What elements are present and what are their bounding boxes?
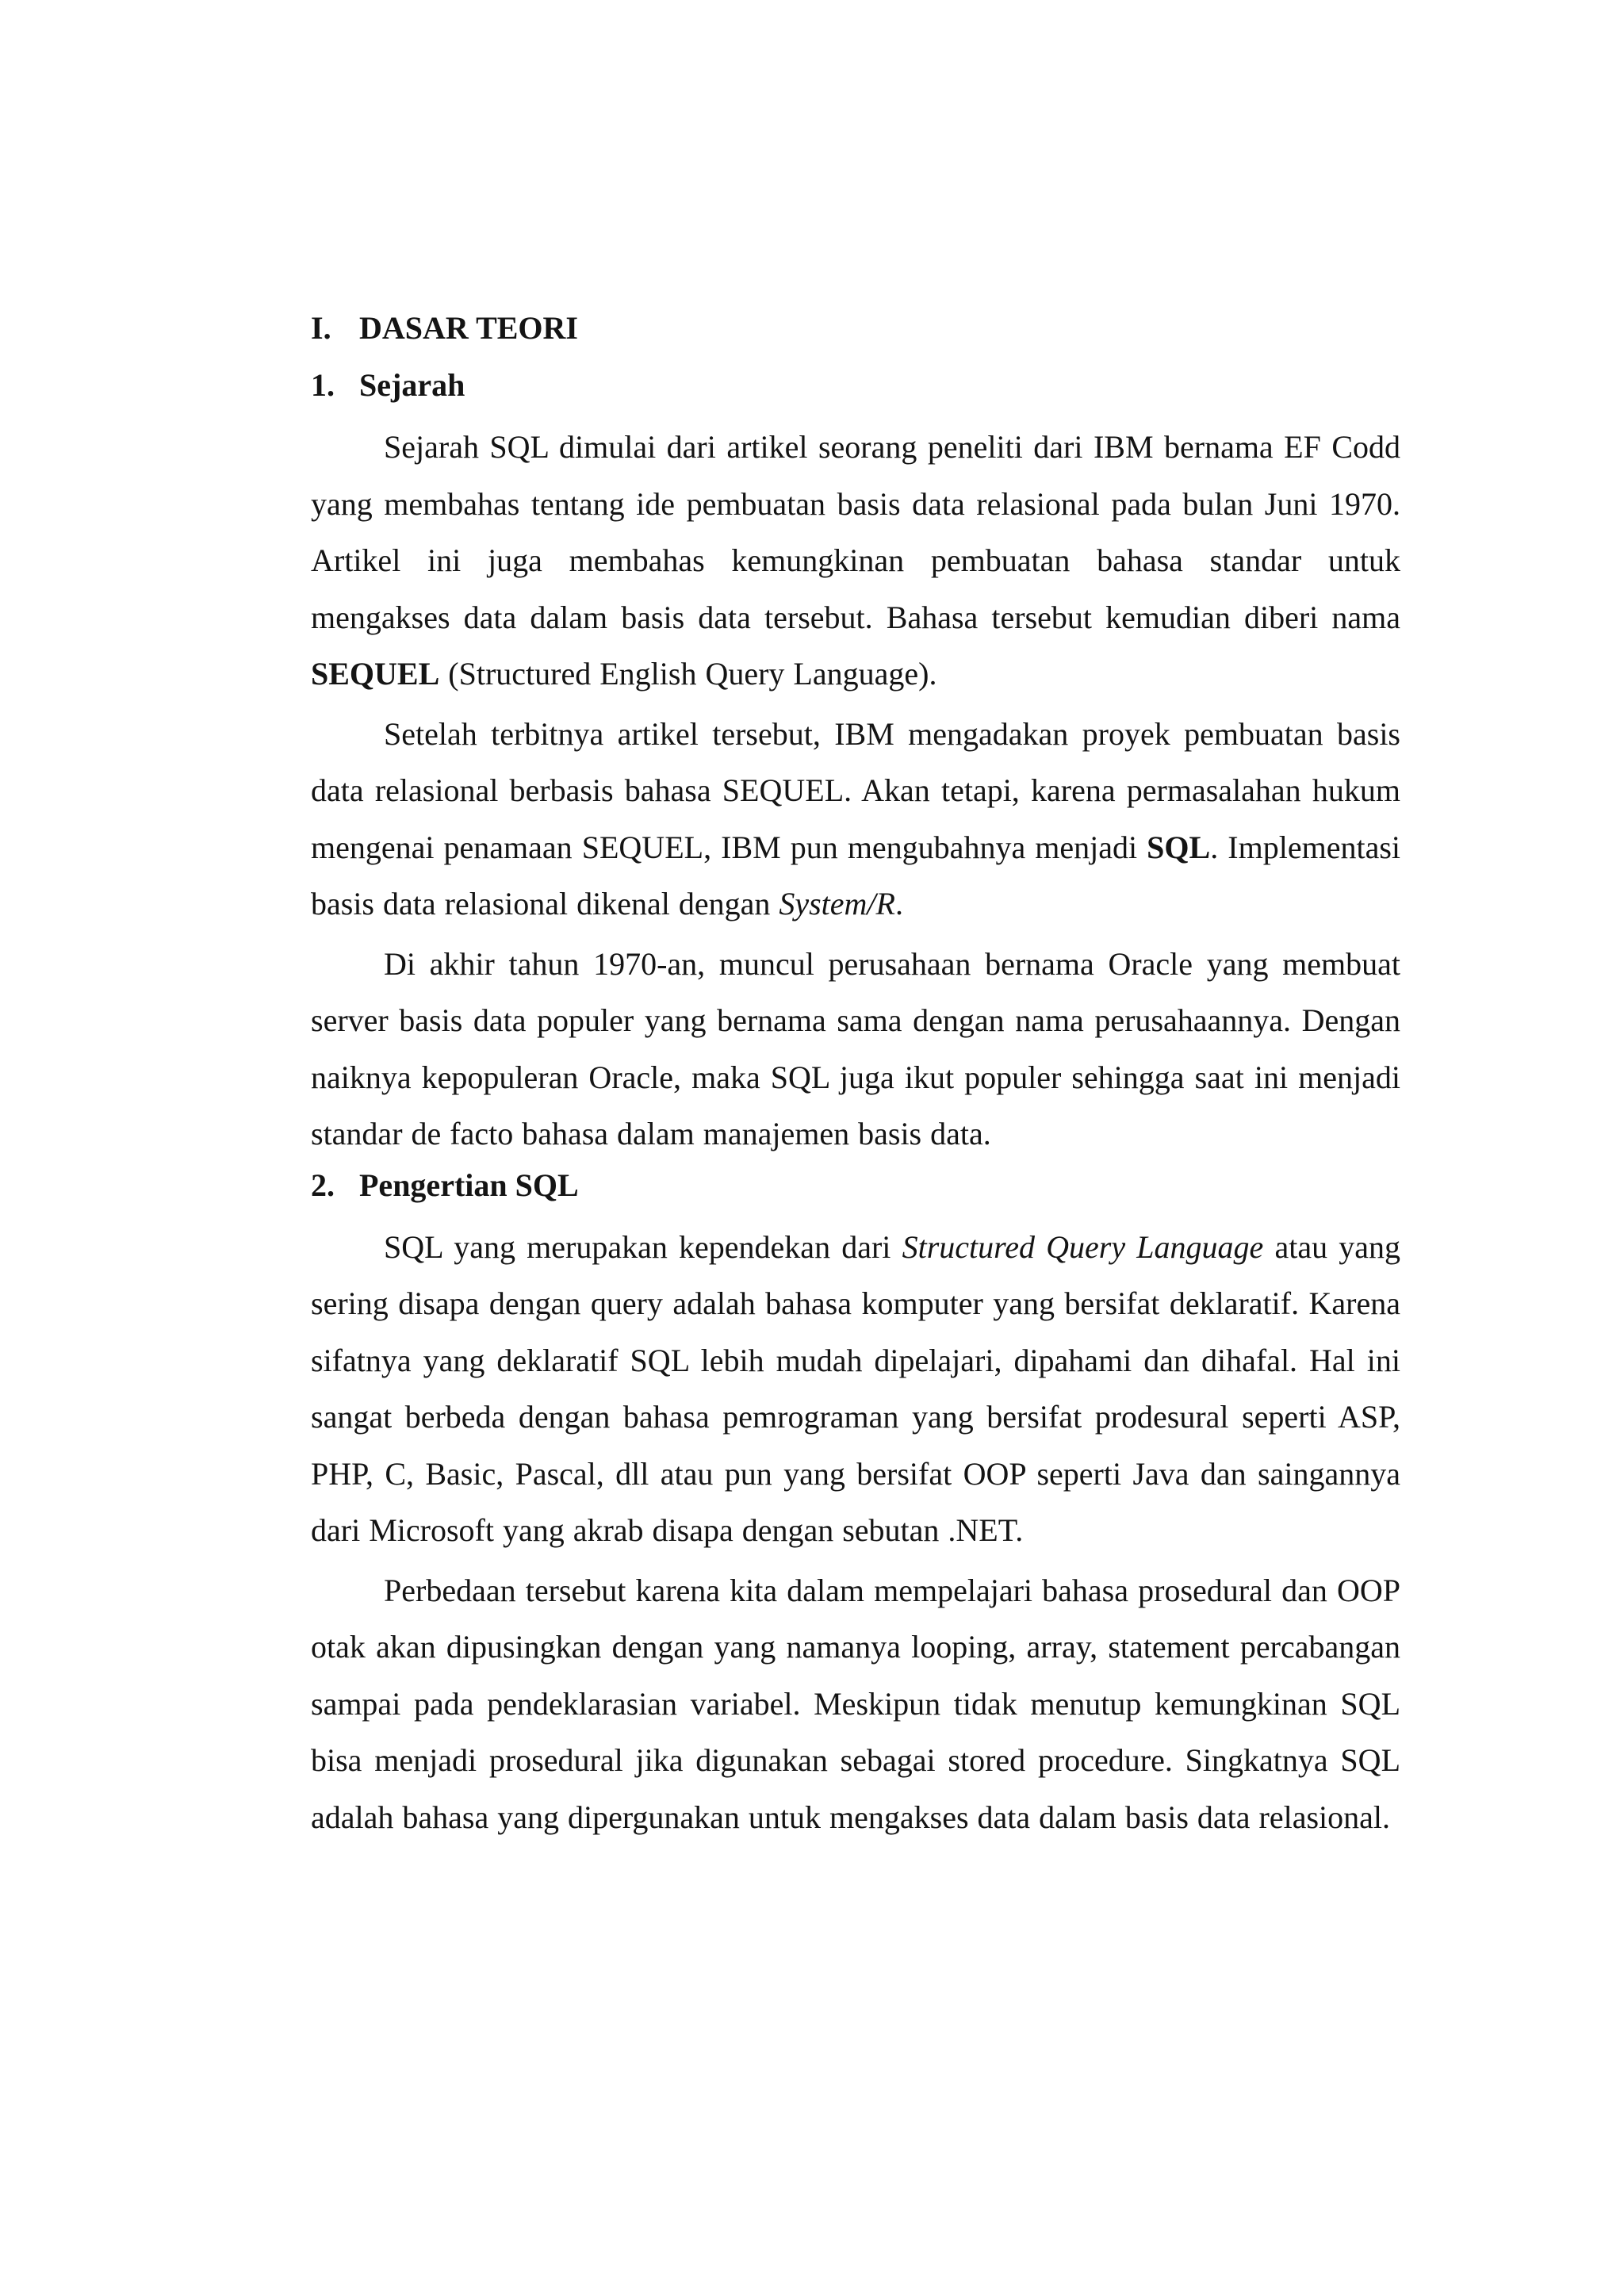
text-run: Di akhir tahun 1970-an, muncul perusahaan bernama Oracle yang membuat server basis data populer yang bernama sama dengan nama perusahaannya. Dengan naiknya kepopuleran Oracle, maka SQL juga ikut populer sehingga saat ini menjadi standar de facto bahasa dalam manajemen basis data.: [311, 945, 1400, 1151]
text-run-italic: System/R: [779, 886, 895, 921]
subsection-title: Sejarah: [359, 367, 465, 403]
paragraph: [311, 706, 1400, 933]
document-content: [311, 305, 1400, 1845]
text-run: . Implementasi basis data relasional dikenal dengan: [311, 829, 1400, 921]
subsection-heading-sejarah: [311, 362, 1400, 408]
text-run: (Structured English Query Language).: [439, 656, 937, 692]
subsection-number: 2.: [311, 1167, 335, 1203]
text-run: Setelah terbitnya artikel tersebut, IBM mengadakan proyek pembuatan basis data relasional berbasis bahasa SEQUEL. Akan tetapi, karena permasalahan hukum mengenai penamaan SEQUEL, IBM pun mengubahnya menjadi: [311, 715, 1400, 865]
subsection-number: 1.: [311, 367, 335, 403]
text-run: .: [894, 886, 903, 921]
subsection-title: Pengertian SQL: [359, 1167, 579, 1203]
text-run: Perbedaan tersebut karena kita dalam mempelajari bahasa prosedural dan OOP otak akan dipusingkan dengan yang namanya looping, array, statement percabangan sampai pada pendeklarasian variabel. Meskipun tidak menutup kemungkinan SQL bisa menjadi prosedural jika digunakan sebagai stored procedure. Singkatnya SQL adalah bahasa yang dipergunakan untuk mengakses data dalam basis data relasional.: [311, 1572, 1400, 1835]
paragraph: [311, 936, 1400, 1163]
section-heading: [311, 305, 1400, 351]
text-run-italic: Structured Query Language: [902, 1228, 1264, 1265]
section-title: DASAR TEORI: [359, 310, 578, 346]
paragraph: [311, 419, 1400, 703]
section-number: I.: [311, 310, 331, 346]
text-run: SQL yang merupakan kependekan dari: [384, 1228, 902, 1265]
subsection-heading-pengertian-sql: [311, 1163, 1400, 1208]
text-run-bold: SQL: [1147, 829, 1211, 865]
text-run-bold: SEQUEL: [311, 656, 440, 692]
paragraph: [311, 1562, 1400, 1846]
paragraph: [311, 1219, 1400, 1559]
text-run: atau yang sering disapa dengan query adalah bahasa komputer yang bersifat deklaratif. Karena sifatnya yang deklaratif SQL lebih mudah dipelajari, dipahami dan dihafal. Hal ini sangat berbeda dengan bahasa pemrograman yang bersifat prodesural seperti ASP, PHP, C, Basic, Pascal, dll atau pun yang bersifat OOP seperti Java dan saingannya dari Microsoft yang akrab disapa dengan sebutan .NET.: [311, 1228, 1400, 1548]
text-run: Sejarah SQL dimulai dari artikel seorang peneliti dari IBM bernama EF Codd yang membahas tentang ide pembuatan basis data relasional pada bulan Juni 1970. Artikel ini juga membahas kemungkinan pembuatan bahasa standar untuk mengakses data dalam basis data tersebut. Bahasa tersebut kemudian diberi nama: [311, 429, 1400, 635]
